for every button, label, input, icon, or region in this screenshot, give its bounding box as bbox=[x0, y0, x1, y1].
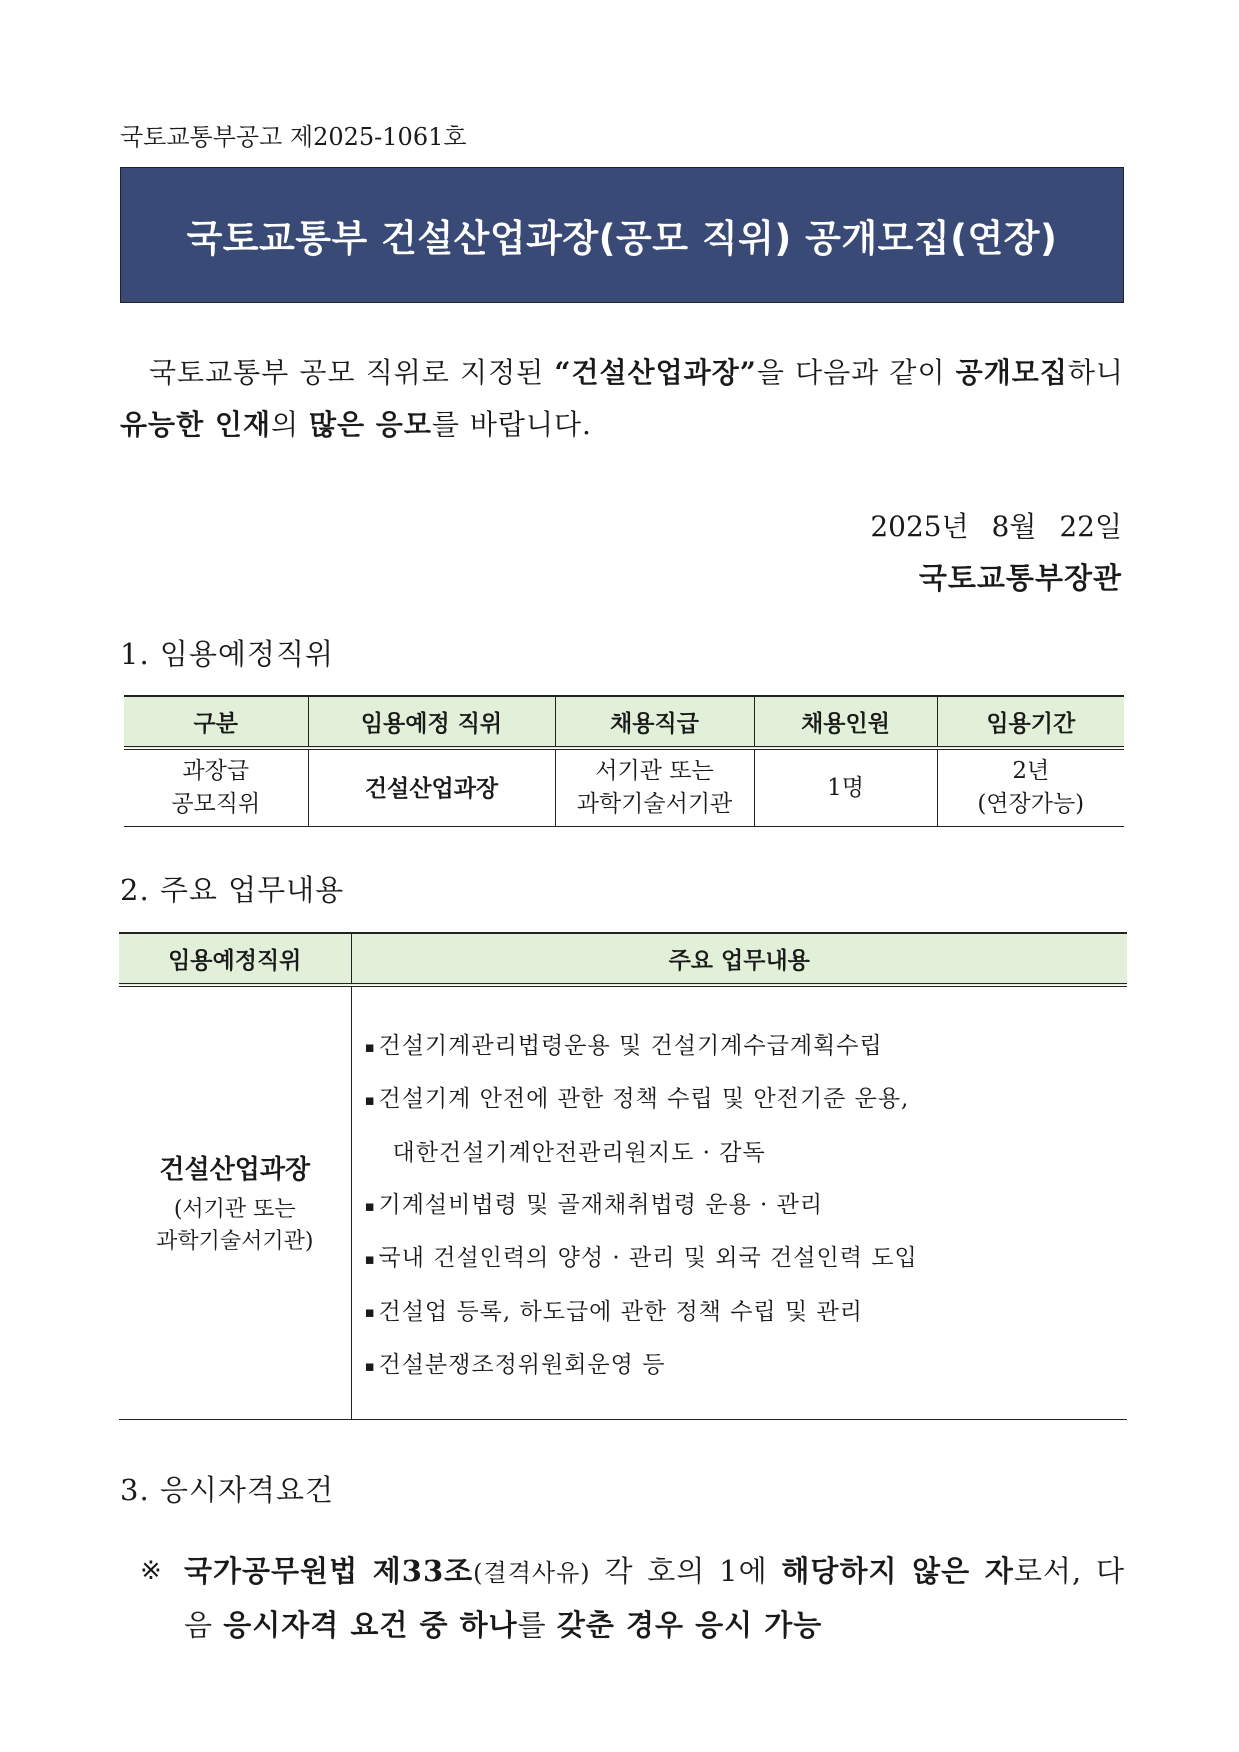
page-title: 국토교통부 건설산업과장(공모 직위) 공개모집(연장) bbox=[186, 217, 1058, 260]
table-header: 채용직급 bbox=[555, 696, 754, 748]
section-1-heading: 1. 임용예정직위 bbox=[120, 637, 334, 671]
grade-cell bbox=[555, 748, 754, 827]
note-small: (결격사유) bbox=[473, 1559, 591, 1587]
cell-line: (서기관 또는 bbox=[173, 1196, 296, 1222]
duty-text: 건설기계 안전에 관한 정책 수립 및 안전기준 운용, bbox=[378, 1086, 910, 1113]
table-header: 임용예정 직위 bbox=[308, 696, 555, 748]
table-header-row bbox=[119, 933, 1127, 985]
duty-text: 대한건설기계안전관리원지도 · 감독 bbox=[392, 1139, 766, 1166]
category-cell bbox=[124, 748, 308, 827]
bullet-icon: ▪ bbox=[364, 1037, 376, 1056]
cell-line: 서기관 또는 bbox=[595, 758, 714, 784]
qualification-text bbox=[140, 1545, 1125, 1651]
cell-line: 과학기술서기관 bbox=[576, 791, 733, 817]
duty-text: 건설업 등록, 하도급에 관한 정책 수립 및 관리 bbox=[378, 1298, 863, 1325]
list-item bbox=[365, 1020, 1127, 1073]
table-header: 주요 업무내용 bbox=[351, 933, 1127, 985]
duty-text: 건설분쟁조정위원회운영 등 bbox=[378, 1351, 666, 1378]
intro-emphasis: 공개모집 bbox=[955, 356, 1068, 389]
section-3-heading: 3. 응시자격요건 bbox=[120, 1473, 334, 1507]
bullet-icon: ▪ bbox=[364, 1356, 376, 1375]
title-banner bbox=[120, 167, 1124, 303]
reference-mark-icon: ※ bbox=[140, 1556, 163, 1586]
intro-emphasis: 유능한 인재 bbox=[120, 408, 271, 441]
table-header: 임용기간 bbox=[937, 696, 1124, 748]
note-emphasis: 국가공무원법 제33조 bbox=[184, 1554, 474, 1588]
bullet-icon: ▪ bbox=[364, 1303, 376, 1322]
position-cell bbox=[119, 985, 351, 1420]
list-item bbox=[365, 1127, 1127, 1180]
duties-cell bbox=[351, 985, 1127, 1420]
table-header-row bbox=[124, 696, 1124, 748]
table-header: 채용인원 bbox=[754, 696, 937, 748]
position-name: 건설산업과장 bbox=[159, 1154, 311, 1185]
bullet-icon: ▪ bbox=[364, 1196, 376, 1215]
cell-line: 과장급 bbox=[182, 758, 250, 784]
intro-emphasis: 많은 응모 bbox=[308, 408, 432, 441]
duty-text: 국내 건설인력의 양성 · 관리 및 외국 건설인력 도입 bbox=[378, 1245, 918, 1272]
intro-text: 의 bbox=[271, 408, 309, 441]
list-item bbox=[365, 1286, 1127, 1339]
note-emphasis: 해당하지 않은 자 bbox=[781, 1554, 1014, 1588]
list-item bbox=[365, 1179, 1127, 1232]
cell-line: 과학기술서기관) bbox=[156, 1228, 314, 1254]
list-item bbox=[365, 1073, 1127, 1126]
cell-line: (연장가능) bbox=[977, 791, 1085, 817]
term-cell bbox=[937, 748, 1124, 827]
intro-text: 국토교통부 공모 직위로 지정된 bbox=[149, 356, 555, 389]
duties-list bbox=[353, 988, 1127, 1392]
cell-line: 공모직위 bbox=[171, 791, 261, 817]
bullet-icon: ▪ bbox=[364, 1250, 376, 1268]
list-item bbox=[365, 1232, 1127, 1285]
duties-table bbox=[119, 932, 1127, 1420]
cell-line: 2년 bbox=[1012, 758, 1050, 784]
note-emphasis: 응시자격 요건 중 하나 bbox=[223, 1608, 518, 1642]
qualification-note bbox=[140, 1545, 1125, 1651]
note-text: 로서, 다음 bbox=[184, 1554, 1125, 1642]
table-header: 구분 bbox=[124, 696, 308, 748]
intro-text: 를 바랍니다. bbox=[431, 408, 592, 441]
position-grade bbox=[120, 1194, 350, 1258]
signer: 국토교통부장관 bbox=[918, 561, 1122, 595]
table-row bbox=[119, 985, 1127, 1420]
notice-date: 2025년 8월 22일 bbox=[870, 510, 1122, 543]
table-row bbox=[124, 748, 1124, 827]
duty-text: 건설기계관리법령운용 및 건설기계수급계획수립 bbox=[378, 1033, 883, 1059]
duty-text: 기계설비법령 및 골재채취법령 운용 · 관리 bbox=[378, 1192, 824, 1218]
position-table bbox=[124, 695, 1124, 827]
intro-text: 하니 bbox=[1067, 356, 1124, 389]
position-cell: 건설산업과장 bbox=[308, 748, 555, 827]
intro-paragraph bbox=[120, 347, 1124, 451]
table-header: 임용예정직위 bbox=[119, 933, 351, 985]
intro-emphasis: “건설산업과장” bbox=[554, 356, 757, 389]
bullet-icon: ▪ bbox=[364, 1091, 376, 1109]
note-emphasis: 갖춘 경우 응시 가능 bbox=[556, 1608, 823, 1642]
note-text: 를 bbox=[517, 1608, 557, 1642]
notice-number: 국토교통부공고 제2025-1061호 bbox=[120, 123, 467, 151]
list-item bbox=[365, 1339, 1127, 1392]
headcount-cell: 1명 bbox=[754, 748, 937, 827]
note-text: 각 호의 1에 bbox=[590, 1554, 782, 1588]
intro-text: 을 다음과 같이 bbox=[756, 356, 956, 389]
section-2-heading: 2. 주요 업무내용 bbox=[120, 873, 345, 907]
